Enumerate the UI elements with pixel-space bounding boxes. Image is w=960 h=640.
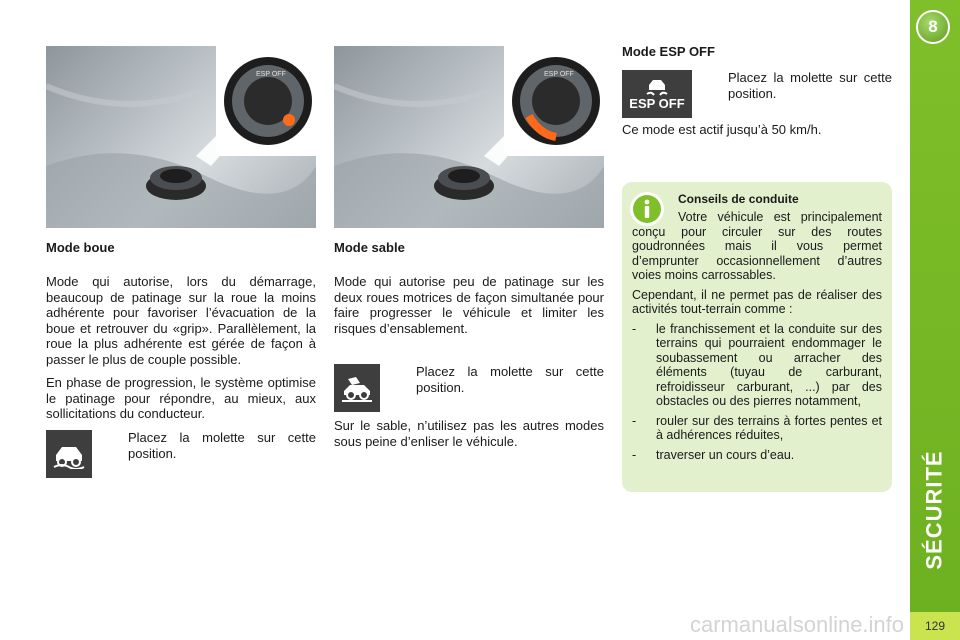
mode-sable-instruction-text: Placez la molette sur cette position.: [416, 364, 604, 395]
knob-label-sand-photo: ESP OFF: [544, 71, 574, 78]
list-item-text: traverser un cours d’eau.: [656, 447, 795, 462]
pointer-icon: [696, 70, 728, 101]
driving-tips-title: Conseils de conduite: [678, 192, 799, 206]
mode-sable-heading: Mode sable: [334, 240, 405, 255]
mode-esp-off-heading: Mode ESP OFF: [622, 44, 715, 59]
list-item-text: rouler sur des terrains à fortes pentes et à adhérences réduites,: [656, 413, 882, 442]
pointer-icon: [96, 430, 128, 461]
photo-knob-sand: [334, 46, 604, 228]
list-item: [632, 448, 882, 463]
mode-boue-text: [46, 274, 316, 422]
mud-mode-icon: [46, 430, 92, 478]
driving-tips-intro: Votre véhicule est principalement conçu pour circuler sur des routes goudronnées mais il vous permet d’emprunter occasionnellement d’autres voies moins carrossables.: [632, 210, 882, 282]
page-number: 129: [910, 612, 960, 640]
driving-tips-para-2: Cependant, il ne permet pas de réaliser des activités tout-terrain comme :: [632, 287, 882, 316]
mode-sable-text: [334, 274, 604, 336]
mode-sable-warning: Sur le sable, n’utilisez pas les autres modes sous peine d’enliser le véhicule.: [334, 418, 604, 449]
mode-sable-instruction: [384, 364, 604, 395]
esp-off-icon-label: ESP OFF: [629, 96, 685, 111]
mode-boue-paragraph-2: En phase de progression, le système optimise le patinage pour répondre, au mieux, aux sollicitations du conducteur.: [46, 375, 316, 421]
mode-sable-warning-wrap: [334, 418, 604, 449]
chapter-title-wrap: [885, 450, 960, 570]
chapter-number-badge: 8: [916, 10, 950, 44]
mode-boue-instruction: [96, 430, 316, 461]
mode-boue-instruction-text: Placez la molette sur cette position.: [128, 430, 316, 461]
mode-sable-paragraph: Mode qui autorise peu de patinage sur les deux roues motrices de façon simultanée pour faire progresser le véhicule et limiter les risques d’ensablement.: [334, 274, 604, 336]
esp-off-icon: [622, 70, 692, 118]
chapter-title: SÉCURITÉ: [922, 450, 947, 570]
mode-boue-heading: Mode boue: [46, 240, 115, 255]
mode-esp-off-instruction: [696, 70, 892, 101]
pointer-icon: [384, 364, 416, 395]
mode-boue-paragraph-1: Mode qui autorise, lors du démarrage, beaucoup de patinage sur la roue la moins adhérente pour favoriser l’évacuation de la boue et retrouver du «grip». Parallèlement, la roue la plus adhérente est gérée de façon à passer le plus de couple possible.: [46, 274, 316, 367]
knob-label-mud-photo: ESP OFF: [256, 71, 286, 78]
list-item: [632, 322, 882, 409]
mode-esp-off-note: Ce mode est actif jusqu’à 50 km/h.: [622, 122, 822, 137]
watermark: carmanualsonline.info: [690, 612, 905, 637]
skid-car-icon: [644, 77, 670, 97]
mode-esp-off-instruction-text: Placez la molette sur cette position.: [728, 70, 892, 101]
sand-mode-icon: [334, 364, 380, 412]
driving-tips-body: [632, 210, 882, 462]
list-dash: -: [632, 413, 637, 428]
list-item-text: le franchissement et la conduite sur des terrains qui pourraient endommager le soubassement ou arracher des éléments (tuyau de carburant, refroidisseur carburant, ...) par des obstacles ou des pierres notamment,: [656, 321, 882, 408]
list-dash: -: [632, 321, 637, 336]
list-item: [632, 414, 882, 443]
photo-knob-mud: [46, 46, 316, 228]
list-dash: -: [632, 447, 637, 462]
